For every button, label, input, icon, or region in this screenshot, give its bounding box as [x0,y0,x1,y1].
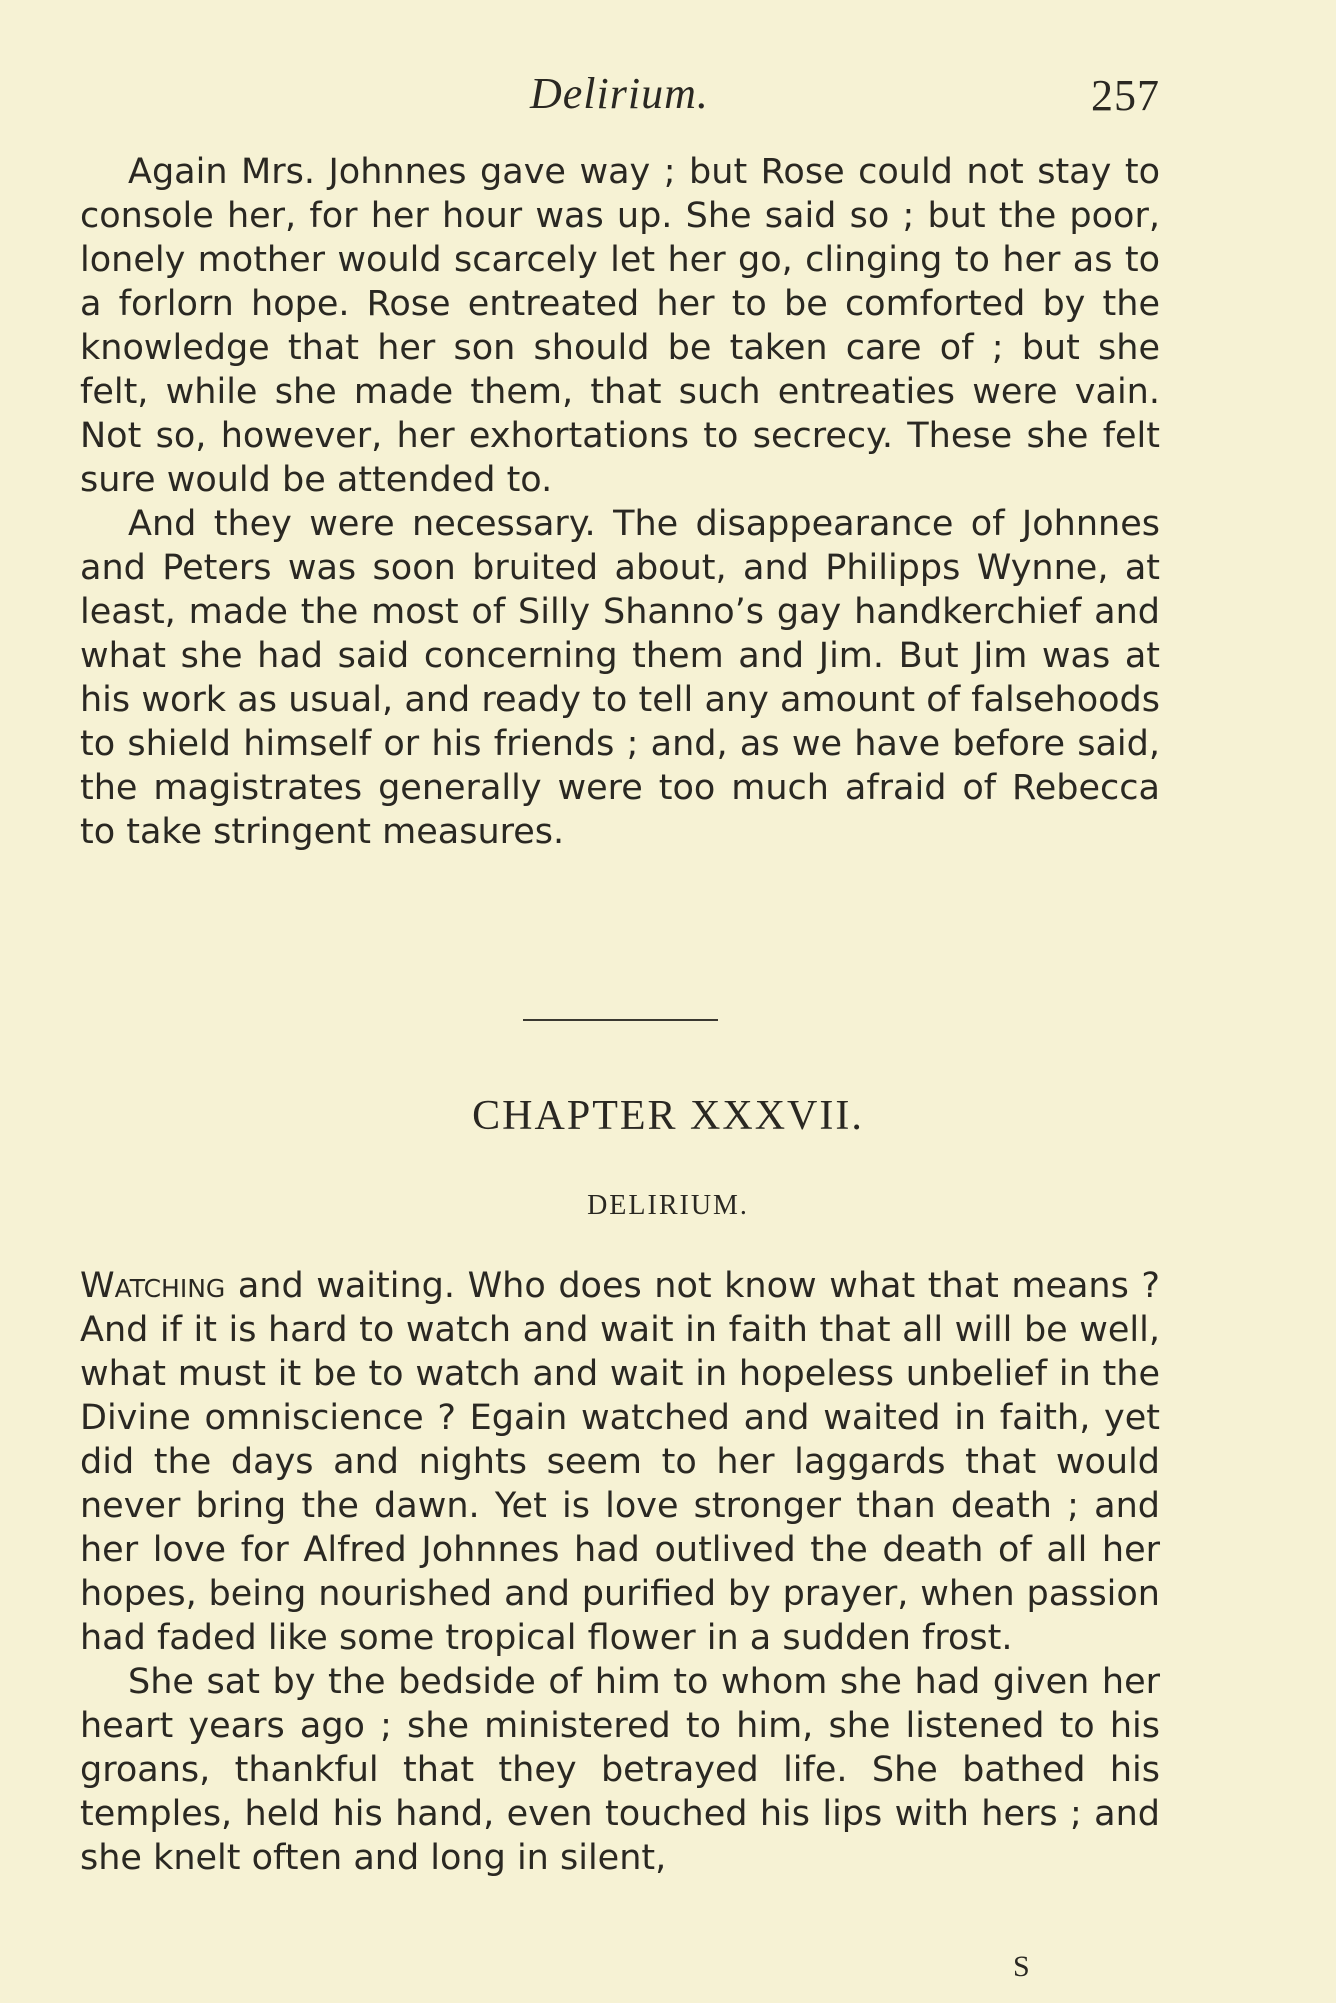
chapter-body [80,1264,1160,1880]
section-divider [523,1019,718,1021]
signature-mark: S [1013,1950,1030,1983]
chapter-opening-paragraph [80,1264,1160,1660]
chapter-title: CHAPTER XXXVII. [472,1093,864,1139]
opening-paragraph-text: and waiting. Who does not know what that means ? And if it is hard to watch and wait in faith that all will be well, what must it be to watch and wait in hopeless unbelief in the Divine omniscience ? Egain watched and waited in faith, yet did the days and nights seem to her laggards that would never bring the dawn. Yet is love stronger than death ; and her love for Alfred Johnnes had outlived the death of all her hopes, being nourished and purified by prayer, when passion had faded like some tropical flower in a sudden frost. [80,1266,1160,1658]
paragraph: She sat by the bedside of him to whom she had given her heart years ago ; she ministered to him, she listened to his groans, thankful that they betrayed life. She bathed his temples, held his hand, even touched his lips with hers ; and she knelt often and long in silent, [80,1662,1160,1878]
chapter-subtitle: DELIRIUM. [587,1190,749,1221]
page-number: 257 [1091,71,1160,120]
paragraph: And they were necessary. The disappearance of Johnnes and Peters was soon bruited about, and Philipps Wynne, at least, made the most of Silly Shanno’s gay handkerchief and what she had said concerning them and Jim. But Jim was at his work as usual, and ready to tell any amount of falsehoods to shield himself or his friends ; and, as we have before said, the magistrates generally were too much afraid of Rebecca to take stringent measures. [80,504,1160,852]
opening-word: Watching [80,1266,226,1306]
paragraph: Again Mrs. Johnnes gave way ; but Rose could not stay to console her, for her hour was up. She said so ; but the poor, lonely mother would scarcely let her go, clinging to her as to a forlorn hope. Rose entreated her to be comforted by the knowledge that her son should be taken care of ; but she felt, while she made them, that such entreaties were vain. Not so, however, her exhortations to secrecy. These she felt sure would be attended to. [80,152,1160,500]
page-header [80,68,1160,128]
running-title: Delirium. [530,69,709,118]
top-section [80,150,1160,854]
